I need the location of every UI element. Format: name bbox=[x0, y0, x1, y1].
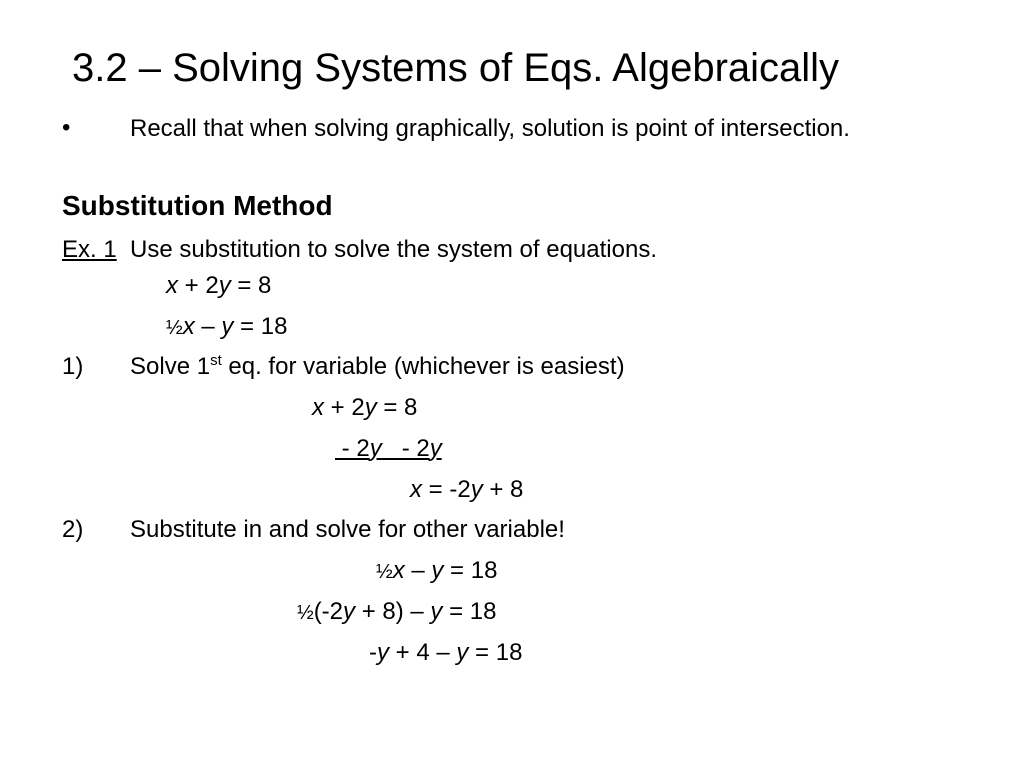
eq-var: y bbox=[456, 639, 469, 666]
eq-text: = 18 bbox=[442, 598, 497, 625]
eq-fraction: ½ bbox=[376, 561, 393, 583]
superscript: st bbox=[210, 352, 222, 369]
eq-var: y bbox=[430, 598, 443, 625]
eq-var: y bbox=[431, 557, 444, 584]
eq-var: x bbox=[392, 557, 405, 584]
section-heading: Substitution Method bbox=[62, 190, 333, 221]
eq-var: y bbox=[218, 272, 231, 299]
eq-var: x bbox=[182, 313, 195, 340]
eq-text: (-2 bbox=[313, 598, 344, 625]
eq-var: x bbox=[166, 272, 178, 299]
example-label: Ex. 1 bbox=[62, 236, 117, 263]
eq-text: – bbox=[404, 557, 432, 584]
step-text: eq. for variable (whichever is easiest) bbox=[221, 353, 625, 380]
eq-text: = 18 bbox=[468, 639, 523, 666]
bullet-mark: • bbox=[62, 114, 71, 141]
eq-var: y bbox=[429, 435, 442, 462]
eq-text: - bbox=[369, 639, 377, 666]
system-equation-2 bbox=[166, 311, 287, 344]
system-equation-1 bbox=[166, 270, 271, 302]
example-line bbox=[62, 234, 657, 266]
eq-fraction: ½ bbox=[166, 317, 183, 339]
eq-var: y bbox=[470, 476, 483, 503]
eq-text: + 2 bbox=[324, 394, 365, 421]
eq-var: y bbox=[364, 394, 377, 421]
eq-text: + 2 bbox=[178, 272, 219, 299]
eq-text: + 8) – bbox=[355, 598, 431, 625]
eq-text: = 18 bbox=[233, 313, 288, 340]
step-1-work-3 bbox=[410, 474, 523, 506]
step-2-work-1 bbox=[376, 555, 497, 588]
step-number: 2) bbox=[62, 516, 84, 543]
eq-var: y bbox=[221, 313, 234, 340]
example-instruction: Use substitution to solve the system of equations. bbox=[130, 236, 657, 263]
eq-text: = 18 bbox=[443, 557, 498, 584]
slide-title: 3.2 – Solving Systems of Eqs. Algebraically bbox=[72, 46, 840, 90]
step-1-work-2 bbox=[335, 433, 442, 465]
eq-var: x bbox=[410, 476, 422, 503]
eq-text: - 2 bbox=[335, 435, 370, 462]
eq-text: = 8 bbox=[230, 272, 272, 299]
step-2-work-2 bbox=[297, 596, 496, 629]
eq-fraction: ½ bbox=[297, 602, 314, 624]
eq-var: y bbox=[343, 598, 356, 625]
eq-var: x bbox=[312, 394, 324, 421]
eq-text: + 4 – bbox=[389, 639, 457, 666]
eq-var: y bbox=[369, 435, 382, 462]
eq-var: y bbox=[377, 639, 389, 666]
eq-text: – bbox=[194, 313, 222, 340]
bullet-text: Recall that when solving graphically, solution is point of intersection. bbox=[130, 115, 850, 142]
step-text: Substitute in and solve for other variable! bbox=[130, 516, 565, 543]
eq-text: + 8 bbox=[482, 476, 524, 503]
step-2-line bbox=[62, 514, 565, 546]
step-1-line bbox=[62, 351, 625, 383]
eq-text: = 8 bbox=[376, 394, 418, 421]
eq-text: - 2 bbox=[381, 435, 430, 462]
step-number: 1) bbox=[62, 353, 84, 380]
step-1-work-1 bbox=[312, 392, 417, 424]
step-2-work-3 bbox=[369, 637, 522, 669]
step-text: Solve 1 bbox=[130, 353, 211, 380]
eq-text: = -2 bbox=[422, 476, 471, 503]
